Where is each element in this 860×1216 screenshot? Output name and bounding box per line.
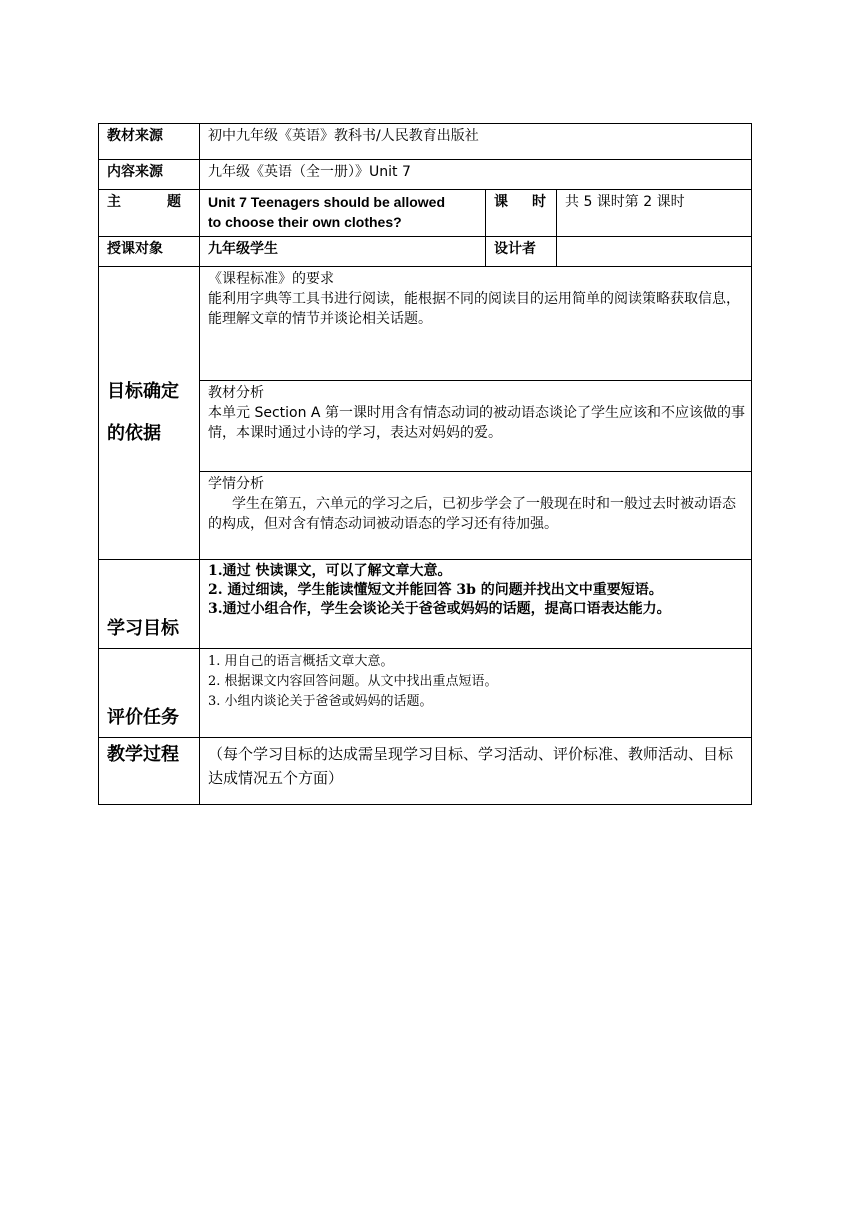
objectives-list	[200, 560, 751, 621]
process-label: 教学过程	[107, 744, 179, 765]
objective-item-3: 3.通过小组合作，学生会谈论关于爸爸或妈妈的话题，提高口语表达能力。	[208, 601, 671, 617]
textbook-analysis-section	[200, 380, 751, 471]
period-label	[486, 190, 556, 214]
source-material-label: 教材来源	[107, 128, 163, 144]
topic-label	[99, 190, 199, 214]
assessment-label: 评价任务	[107, 707, 179, 728]
basis-label	[99, 371, 199, 455]
audience-label: 授课对象	[107, 241, 163, 257]
row-objectives	[99, 560, 752, 649]
audience-value: 九年级学生	[208, 241, 278, 257]
content-source-value: 九年级《英语（全一册）》Unit 7	[208, 164, 411, 180]
objective-item-2: 2. 通过细读，学生能读懂短文并能回答 3b 的问题并找出文中重要短语。	[208, 582, 663, 598]
topic-value-line2: to choose their own clothes?	[208, 214, 402, 230]
row-assessment	[99, 649, 752, 738]
objective-item-1: 1.通过 快读课文，可以了解文章大意。	[208, 563, 452, 579]
designer-value	[557, 237, 751, 241]
basis-label-line2: 的依据	[107, 423, 161, 444]
textbook-analysis-text: 本单元 Section A 第一课时用含有情态动词的被动语态谈论了学生应该和不应该做的事情，本课时通过小诗的学习，表达对妈妈的爱。	[208, 405, 745, 441]
topic-value	[200, 190, 485, 234]
topic-label-a: 主	[107, 194, 121, 210]
designer-label: 设计者	[494, 241, 536, 257]
basis-label-line1: 目标确定	[107, 381, 179, 402]
assessment-item-2: 2. 根据课文内容回答问题。从文中找出重点短语。	[208, 674, 498, 689]
row-topic	[99, 190, 752, 237]
row-audience	[99, 237, 752, 267]
topic-label-b: 题	[167, 194, 181, 210]
row-basis	[99, 267, 752, 560]
row-process	[99, 738, 752, 805]
student-analysis-text: 学生在第五，六单元的学习之后，已初步学会了一般现在时和一般过去时被动语态的构成，但对含有情态动词被动语态的学习还有待加强。	[208, 496, 736, 532]
assessment-list	[200, 649, 751, 714]
curriculum-heading: 《课程标准》的要求	[208, 271, 334, 287]
curriculum-text: 能利用字典等工具书进行阅读，能根据不同的阅读目的运用简单的阅读策略获取信息，能理解文章的情节并谈论相关话题。	[208, 291, 740, 327]
curriculum-section	[200, 267, 751, 380]
textbook-analysis-heading: 教材分析	[208, 385, 264, 401]
row-content-source	[99, 160, 752, 190]
process-text: （每个学习目标的达成需呈现学习目标、学习活动、评价标准、教师活动、目标达成情况五个方面）	[208, 745, 734, 787]
source-material-value: 初中九年级《英语》教科书/人民教育出版社	[208, 128, 479, 144]
objectives-label: 学习目标	[107, 618, 179, 639]
lesson-plan-table	[98, 123, 752, 805]
content-source-label: 内容来源	[107, 164, 163, 180]
row-source-material	[99, 124, 752, 160]
period-label-a: 课	[494, 194, 508, 210]
student-analysis-heading: 学情分析	[208, 476, 264, 492]
assessment-item-1: 1. 用自己的语言概括文章大意。	[208, 654, 394, 669]
topic-value-line1: Unit 7 Teenagers should be allowed	[208, 194, 446, 210]
assessment-item-3: 3. 小组内谈论关于爸爸或妈妈的话题。	[208, 694, 433, 709]
period-label-b: 时	[532, 194, 546, 210]
student-analysis-section	[200, 471, 751, 559]
period-value: 共 5 课时第 2 课时	[565, 194, 685, 210]
